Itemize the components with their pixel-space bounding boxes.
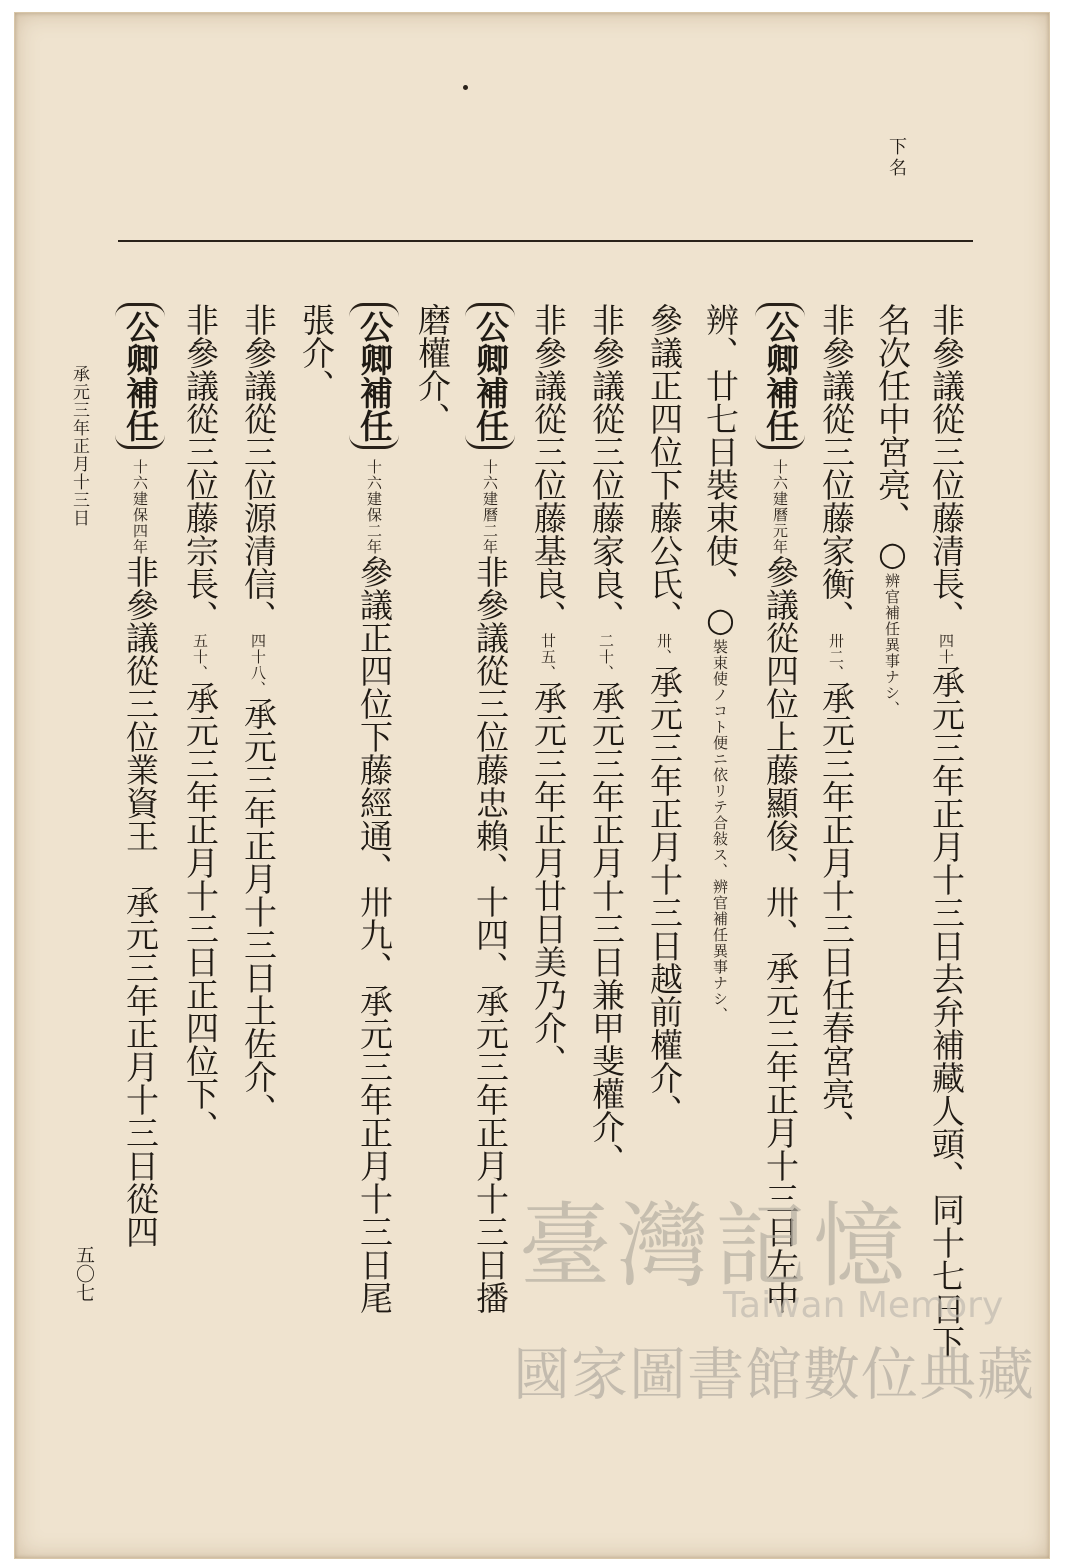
column-annotation: 五十、 bbox=[191, 633, 209, 681]
text-column-8 bbox=[523, 303, 573, 1473]
text-column-15 bbox=[115, 303, 165, 1473]
column-main: 非參議從三位藤基良、 bbox=[529, 303, 568, 633]
text-column-9 bbox=[465, 303, 515, 1473]
text-column-5 bbox=[695, 303, 745, 1473]
ink-speck bbox=[463, 85, 468, 90]
column-main: 名次任中宮亮、○ bbox=[873, 303, 912, 573]
source-bracket: 公卿補任 bbox=[349, 303, 399, 449]
source-bracket: 公卿補任 bbox=[465, 303, 515, 449]
column-tail: 承元三年正月十三日兼甲斐權介、 bbox=[587, 681, 626, 1176]
watermark-org: 國家圖書館數位典藏 bbox=[513, 1342, 1035, 1408]
header-tag: 下名 bbox=[886, 137, 907, 179]
column-main: 非參議從三位藤清長、 bbox=[927, 303, 966, 633]
page-number: 五〇七 bbox=[73, 1245, 95, 1302]
column-annotation: 十六建曆二年 bbox=[481, 459, 499, 555]
text-column-7 bbox=[581, 303, 631, 1473]
text-column-14 bbox=[175, 303, 225, 1473]
column-tail: 承元三年正月十三日任春宮亮、 bbox=[817, 681, 856, 1143]
column-annotation: 卅、 bbox=[655, 633, 673, 665]
text-column-13 bbox=[233, 303, 283, 1473]
source-bracket: 公卿補任 bbox=[755, 303, 805, 449]
column-main: 參議正四位下藤公氏、 bbox=[645, 303, 684, 633]
column-tail: 承元三年正月十三日越前權介、 bbox=[645, 665, 684, 1127]
column-tail: 承元三年正月廿日美乃介、 bbox=[529, 681, 568, 1077]
watermark-large: 臺灣記憶 bbox=[519, 1193, 912, 1300]
column-annotation: 二十、 bbox=[597, 633, 615, 681]
column-annotation: 十六建保二年 bbox=[365, 459, 383, 555]
text-column-1 bbox=[921, 303, 971, 1473]
text-column-3 bbox=[811, 303, 861, 1473]
text-column-12 bbox=[291, 303, 341, 1473]
watermark-latin: Taiwan Memory bbox=[723, 1285, 1004, 1326]
column-tail: 承元三年正月十三日正四位下、 bbox=[181, 681, 220, 1143]
column-tail: 非參議從三位業資王 承元三年正月十三日從四 bbox=[121, 555, 160, 1248]
column-main: 非參議從三位源清信、 bbox=[239, 303, 278, 633]
column-annotation: 辨官補任異事ナシ、 bbox=[883, 573, 901, 717]
text-column-4 bbox=[755, 303, 805, 1473]
header-rule bbox=[118, 240, 973, 242]
column-main: 非參議從三位藤宗長、 bbox=[181, 303, 220, 633]
column-tail: 參議從四位上藤顯俊、卅、承元三年正月十三日左中 bbox=[761, 555, 800, 1314]
column-tail: 承元三年正月十三日土佐介、 bbox=[239, 697, 278, 1126]
column-annotation: 十六建保四年 bbox=[131, 459, 149, 555]
column-main: 辨、廿七日裝束使、○ bbox=[701, 303, 740, 639]
column-annotation: 十六建曆元年 bbox=[771, 459, 789, 555]
document-page bbox=[14, 12, 1050, 1559]
column-main: 非參議從三位藤家衡、 bbox=[817, 303, 856, 633]
column-main: 磨權介、 bbox=[413, 303, 452, 435]
column-main: 張介、 bbox=[297, 303, 336, 402]
column-main: 非參議從三位藤家良、 bbox=[587, 303, 626, 633]
column-annotation: 廿五、 bbox=[539, 633, 557, 681]
column-tail: 承元三年正月十三日去弁補藏人頭、同十七日下 bbox=[927, 665, 966, 1358]
text-column-11 bbox=[349, 303, 399, 1473]
column-annotation: 四十八、 bbox=[249, 633, 267, 697]
text-column-6 bbox=[639, 303, 689, 1473]
source-bracket: 公卿補任 bbox=[115, 303, 165, 449]
column-annotation: 四十 bbox=[937, 633, 955, 665]
text-column-2 bbox=[867, 303, 917, 1473]
running-head: 承元三年正月十三日 bbox=[69, 365, 89, 527]
column-tail: 參議正四位下藤經通、卅九、承元三年正月十三日尾 bbox=[355, 555, 394, 1314]
column-tail: 非參議從三位藤忠賴、十四、承元三年正月十三日播 bbox=[471, 555, 510, 1314]
column-annotation: 裝束使ノコト便ニ依リテ合敍ス、辨官補任異事ナシ、 bbox=[711, 639, 729, 1023]
text-column-10 bbox=[407, 303, 457, 1473]
column-annotation: 卅二、 bbox=[827, 633, 845, 681]
